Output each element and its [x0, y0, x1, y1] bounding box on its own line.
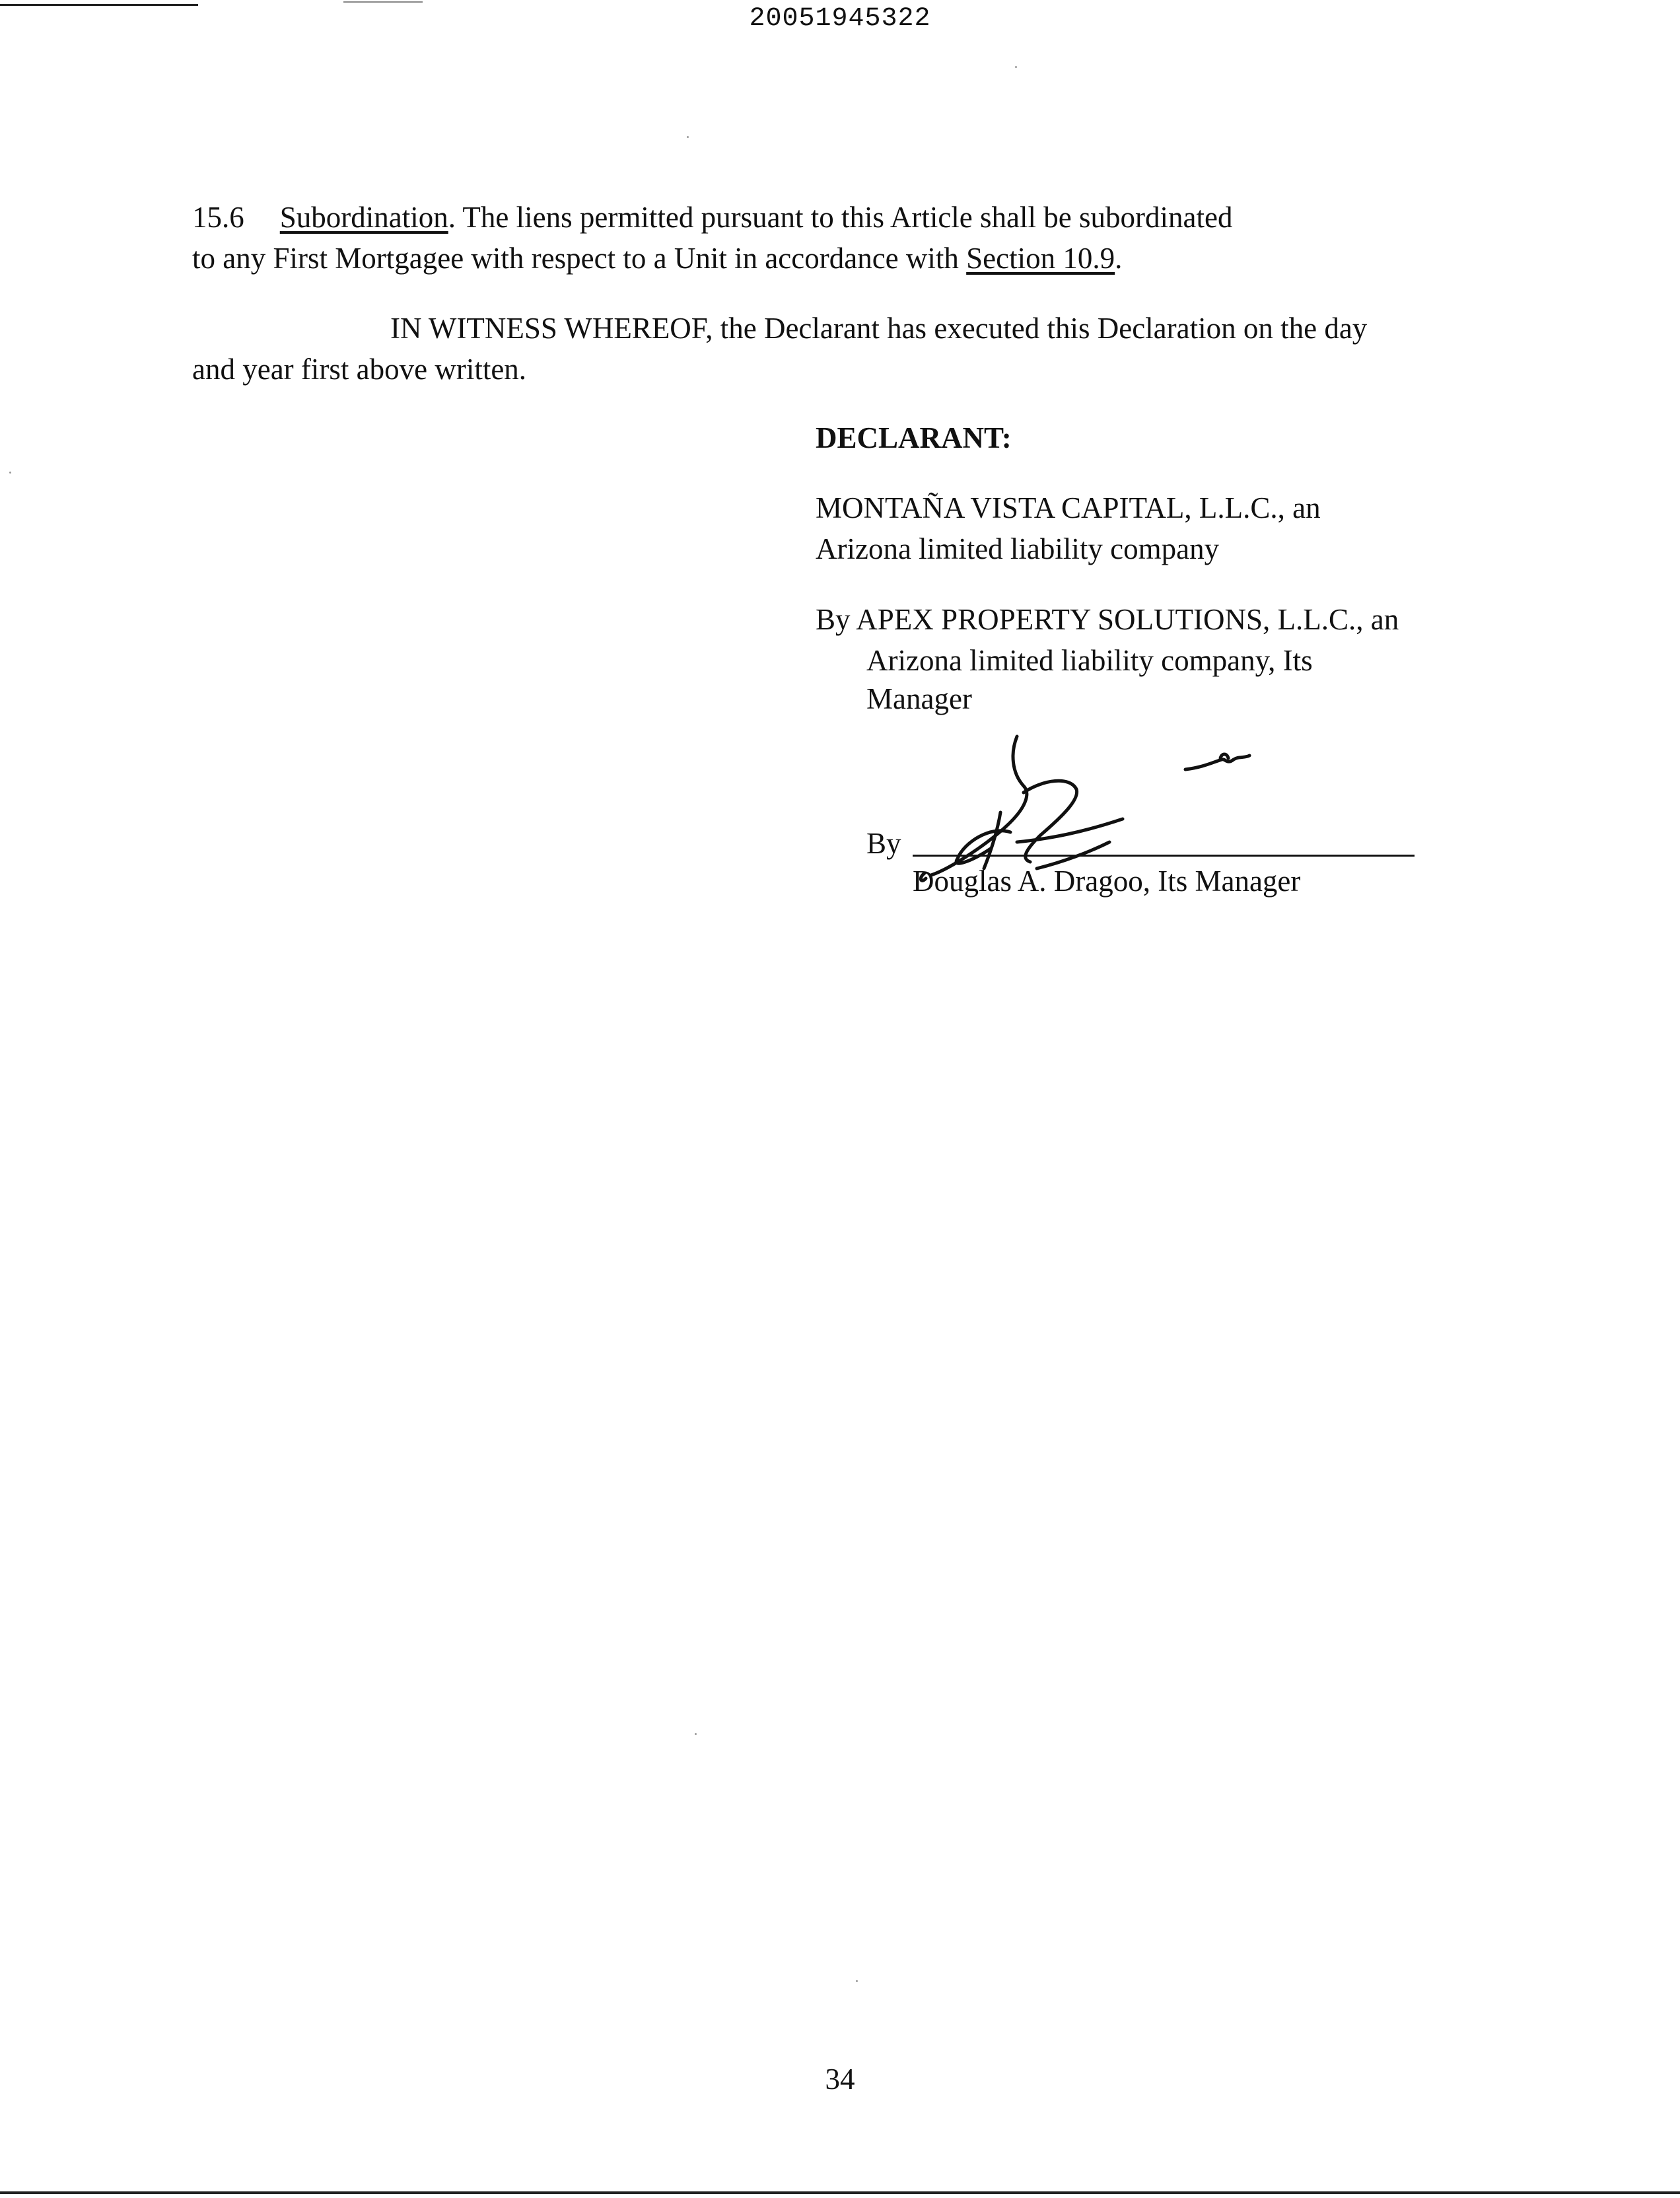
document-number: 20051945322 — [749, 4, 931, 34]
section-reference: Section 10.9 — [966, 242, 1115, 275]
declarant-company-line2: Arizona limited liability company — [816, 532, 1220, 565]
scan-speck — [856, 1980, 858, 1982]
signature-by-label: By — [866, 827, 901, 860]
page-number: 34 — [825, 2063, 855, 2096]
manager-company-line2: Arizona limited liability company, Its — [866, 644, 1313, 677]
declarant-company-line1: MONTAÑA VISTA CAPITAL, L.L.C., an — [816, 491, 1321, 524]
section-text-line2: to any First Mortgagee with respect to a Unit in accordance with — [192, 242, 967, 275]
manager-company-line3: Manager — [866, 682, 972, 715]
section-15-6-line1 — [192, 197, 1232, 238]
signer-name: Douglas A. Dragoo, Its Manager — [913, 865, 1301, 898]
section-number: 15.6 — [192, 201, 244, 234]
section-15-6-line2 — [192, 238, 1122, 279]
witness-line2: and year first above written. — [192, 353, 527, 386]
section-text-line1: . The liens permitted pursuant to this Article shall be subordinated — [448, 201, 1233, 234]
bottom-edge-rule — [0, 2191, 1680, 2194]
scan-speck — [9, 472, 11, 474]
scan-speck — [695, 1733, 697, 1735]
section-text-line2-end: . — [1115, 242, 1123, 275]
section-heading: Subordination — [279, 201, 448, 234]
signature-line — [913, 855, 1415, 857]
manager-company-line1: By APEX PROPERTY SOLUTIONS, L.L.C., an — [816, 603, 1399, 636]
scan-speck — [687, 136, 689, 138]
declarant-label: DECLARANT: — [816, 421, 1012, 454]
scan-speck — [1015, 66, 1017, 68]
top-edge-mark — [343, 1, 423, 3]
witness-line1: IN WITNESS WHEREOF, the Declarant has executed this Declaration on the day — [390, 312, 1368, 345]
